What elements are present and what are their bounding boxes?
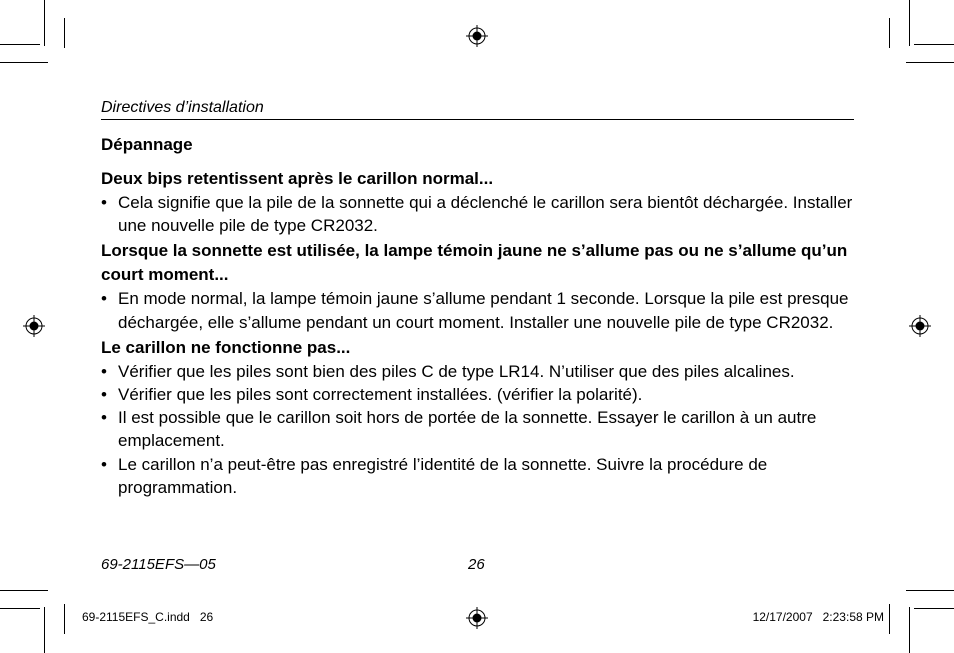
bullet-list [101,360,861,499]
crop-mark-bottom-right-v [909,607,910,653]
slug-timestamp: 12/17/2007 2:23:58 PM [752,610,884,624]
list-item [101,383,861,406]
registration-mark-icon [466,25,488,47]
bullet-glyph: • [101,454,107,474]
list-item [101,406,861,452]
registration-mark-icon [466,607,488,629]
page-number: 26 [468,556,485,573]
crop-mark-top-left-v [44,0,45,46]
crop-mark-bottom-right-h2 [914,608,954,609]
crop-mark-top-right-h [914,44,954,45]
crop-mark-bottom-right-v2 [889,604,890,634]
crop-mark-top-right-v [909,0,910,46]
list-item [101,453,861,499]
bullet-glyph: • [101,361,107,381]
bullet-glyph: • [101,408,107,428]
bullet-glyph: • [101,289,107,309]
bullet-glyph: • [101,193,107,212]
list-item [101,191,861,237]
list-item-text: Il est possible que le carillon soit hors de portée de la sonnette. Essayer le carillon à un autre emplacement. [118,408,817,451]
crop-mark-bottom-left-v [44,607,45,653]
crop-mark-bottom-left-h [0,590,48,591]
subheading: Lorsque la sonnette est utilisée, la lampe témoin jaune ne s’allume pas ou ne s’allume qu’un court moment... [101,241,848,285]
bullet-list [101,287,861,333]
bullet-list [101,191,861,237]
slug-filename: 69-2115EFS_C.indd 26 [82,610,214,624]
list-item-text: Le carillon n’a peut-être pas enregistré l’identité de la sonnette. Suivre la procédure de programmation. [118,454,768,497]
list-item [101,287,861,333]
crop-mark-top-left-h [0,44,40,45]
list-item-text: Cela signifie que la pile de la sonnette qui a déclenché le carillon sera bientôt déchargée. Installer une nouvelle pile de type CR2032. [118,193,853,236]
crop-mark-bottom-right-h [906,590,954,591]
registration-mark-icon [909,315,931,337]
list-item-text: En mode normal, la lampe témoin jaune s’allume pendant 1 seconde. Lorsque la pile est presque déchargée, elle s’allume pendant un court moment. Installer une nouvelle pile de type CR2032. [118,289,849,332]
crop-mark-top-left-h2 [0,62,48,63]
crop-mark-top-right-v2 [889,18,890,48]
subheading: Le carillon ne fonctionne pas... [101,337,351,357]
running-header: Directives d’installation [101,98,854,120]
section-title: Dépannage [101,135,193,154]
registration-mark-icon [23,315,45,337]
crop-mark-bottom-left-h2 [0,608,40,609]
list-item-text: Vérifier que les piles sont bien des piles C de type LR14. N’utiliser que des piles alcalines. [118,361,795,381]
list-item-text: Vérifier que les piles sont correctement installées. (vérifier la polarité). [118,385,643,405]
bullet-glyph: • [101,385,107,405]
subheading: Deux bips retentissent après le carillon normal... [101,169,494,188]
main-content [101,133,861,501]
crop-mark-bottom-left-v2 [64,604,65,634]
doc-code: 69-2115EFS—05 [101,556,216,573]
crop-mark-top-right-h2 [906,62,954,63]
list-item [101,360,861,383]
crop-mark-top-left-v2 [64,18,65,48]
